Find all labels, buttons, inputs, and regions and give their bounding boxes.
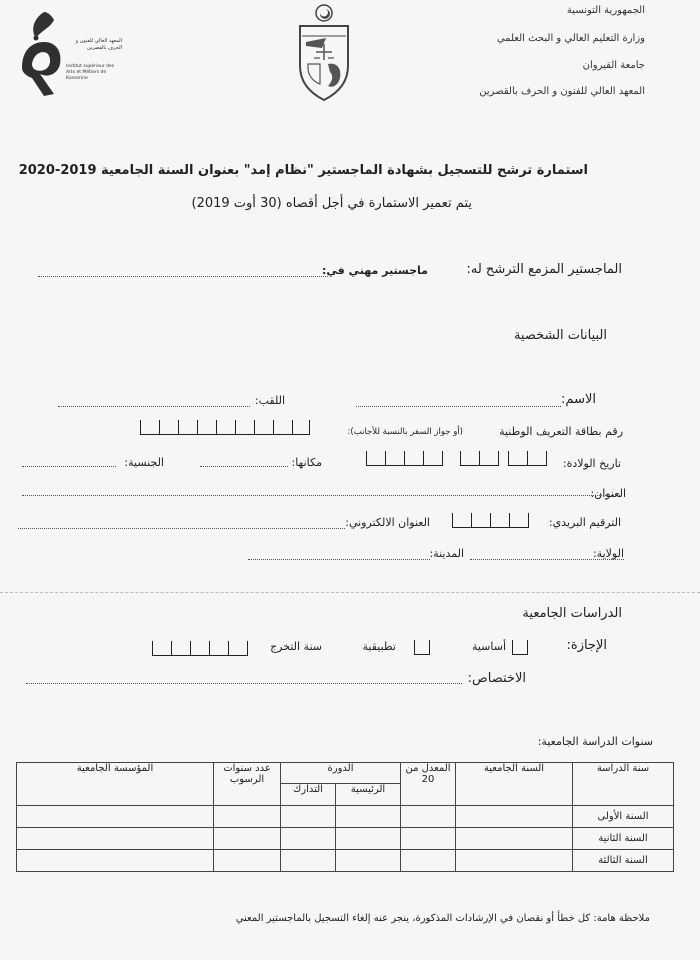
email-field[interactable]	[18, 528, 345, 529]
degree-label: الإجازة:	[566, 638, 607, 653]
surname-label: اللقب:	[254, 394, 285, 407]
nationality-field[interactable]	[22, 466, 116, 467]
fundamental-checkbox[interactable]	[512, 640, 528, 655]
specialty-field[interactable]	[26, 683, 462, 684]
row-label: السنة الثالثة	[573, 850, 674, 872]
form-title: استمارة ترشح للتسجيل بشهادة الماجستير "نظام إمد" بعنوان السنة الجامعية 2019-2020	[18, 163, 588, 178]
table-row	[17, 806, 674, 828]
cin-label: رقم بطاقة التعريف الوطنية	[499, 425, 623, 438]
tunisia-emblem	[292, 2, 356, 102]
name-label: الاسم:	[561, 392, 596, 407]
address-label: العنوان:	[590, 487, 626, 500]
postal-boxes[interactable]	[452, 513, 529, 528]
name-field[interactable]	[356, 406, 561, 407]
birth-year-boxes[interactable]	[366, 451, 443, 466]
grad-year-label: سنة التخرج	[270, 640, 322, 653]
postal-label: الترقيم البريدي:	[548, 516, 621, 529]
th-failed-years: عدد سنوات الرسوب	[214, 763, 281, 806]
master-label: الماجستير المزمع الترشح له:	[466, 262, 622, 277]
birth-month-boxes[interactable]	[460, 451, 499, 466]
master-dots[interactable]	[38, 276, 328, 277]
state-field[interactable]	[470, 559, 624, 560]
city-label: المدينة:	[429, 547, 464, 560]
th-makeup-session: التدارك	[281, 784, 336, 806]
applied-label: تطبيقية	[362, 640, 396, 653]
section-personal: البيانات الشخصية	[513, 328, 607, 343]
surname-field[interactable]	[58, 406, 250, 407]
master-value: ماجستير مهني في:	[322, 264, 428, 277]
section-years: سنوات الدراسة الجامعية:	[537, 735, 653, 748]
table-row	[17, 850, 674, 872]
th-main-session: الرئيسية	[336, 784, 401, 806]
fundamental-label: أساسية	[471, 640, 506, 653]
birth-place-field[interactable]	[200, 466, 288, 467]
birth-day-boxes[interactable]	[508, 451, 547, 466]
logo-text-ar: المعهد العالي للفنون و الحرف بالقصرين	[75, 38, 122, 51]
applied-checkbox[interactable]	[414, 640, 430, 655]
th-year-of-study: سنة الدراسة	[573, 763, 674, 806]
header-republic: الجمهورية التونسية	[566, 5, 645, 16]
specialty-label: الاختصاص:	[467, 671, 526, 686]
institute-logo	[14, 8, 124, 100]
header-university: جامعة القيروان	[582, 60, 645, 71]
th-academic-year: السنة الجامعية	[456, 763, 573, 806]
nationality-label: الجنسية:	[124, 456, 164, 469]
important-note: ملاحظة هامة: كل خطأ أو نقصان في الإرشادات المذكورة، ينجر عنه إلغاء التسجيل بالماجستير المعني	[235, 913, 650, 924]
th-session: الدورة	[281, 763, 401, 784]
form-deadline: يتم تعمير الاستمارة في أجل أقصاه (30 أوت 2019)	[191, 196, 472, 211]
address-field[interactable]	[22, 495, 620, 496]
scan-divider	[0, 592, 700, 593]
birth-place-label: مكانها:	[291, 456, 322, 469]
cin-note: (أو جواز السفر بالنسبة للأجانب):	[347, 427, 463, 437]
th-institution: المؤسسة الجامعية	[17, 763, 214, 806]
city-field[interactable]	[248, 559, 430, 560]
logo-text-fr: Institut supérieur des Arts et Métiers de Kasserine	[66, 64, 115, 82]
row-label: السنة الثانية	[573, 828, 674, 850]
header-ministry: وزارة التعليم العالي و البحث العلمي	[496, 33, 645, 44]
email-label: العنوان الالكتروني:	[345, 516, 430, 529]
header-institute: المعهد العالي للفنون و الحرف بالقصرين	[479, 86, 645, 97]
state-label: الولاية:	[592, 547, 624, 560]
section-university: الدراسات الجامعية	[522, 606, 622, 621]
th-average: المعدل من 20	[401, 763, 456, 806]
study-years-table	[16, 762, 674, 872]
birth-date-label: تاريخ الولادة:	[562, 457, 621, 470]
cin-boxes[interactable]	[140, 420, 310, 435]
table-row	[17, 828, 674, 850]
grad-year-boxes[interactable]	[152, 641, 248, 656]
row-label: السنة الأولى	[573, 806, 674, 828]
